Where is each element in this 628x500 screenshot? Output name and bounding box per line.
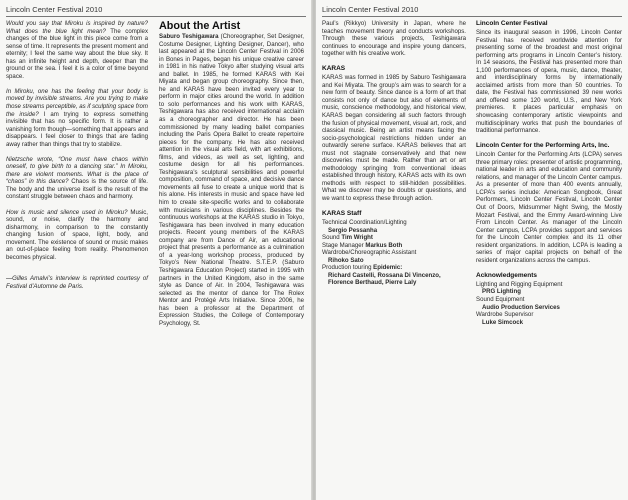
staff-name: Markus Both [365,241,403,249]
interview-paragraph [6,156,148,201]
ack-role: Sound Equipment [476,295,525,303]
lincoln-center-column [476,20,622,326]
acknowledgements-heading: Acknowledgements [476,271,538,279]
about-artist-heading: About the Artist [159,20,241,32]
staff-list [322,219,466,287]
interview-answer: The complex changes of the blue light in this piece come from a sense of time. It represents the present moment and eternity; I feel the same way about the blue sky. It has an infinite height and depth, deeper than the ground or the sea. I feel it is a color of time beyond space. [6,27,148,80]
interview-answer: Chaos is the source of life. The body and the universe itself is the result of the constant struggle between chaos and harmony. [6,178,148,201]
ack-role: Lighting and Rigging Equipment [476,280,563,288]
staff-role: Wardrobe/Choreographic Assistant [322,249,417,257]
artist-bio [159,33,304,327]
staff-name: Tim Wright [341,234,373,242]
interview-paragraph [6,20,148,80]
interview-paragraph [6,209,148,262]
ack-role: Wardrobe Supervisor [476,311,534,319]
staff-name: Rihoko Sato [328,256,364,264]
lcpa-heading: Lincoln Center for the Performing Arts, Inc. [476,142,610,150]
staff-role: Technical Coordination/Lighting [322,219,407,227]
lcf-heading: Lincoln Center Festival [476,20,548,27]
karas-staff-heading: KARAS Staff [322,210,362,218]
interview-question: In Miroku, one has the feeling that your body is moved by invisible streams. Are you trying to make those streams perceptible, as if sculpting space from the inside? [6,87,148,118]
interview-answer: Music, sound, or noise, clarify the harmony and disharmony, in comparison to the constantly changing fusion of space, light, body, and movement. The existence of sound or music makes an out-of-place feeling from reality. Phenomenon becomes physical. [6,208,148,261]
artist-bio-text: (Choreographer, Set Designer, Costume Designer, Lighting Designer, Dancer), who last appeared at the Lincoln Center Festival in 2006 in Bones in Pages, began his unique creative career in 1981 in his native Tokyo after studying visual arts and ballet. In 1985, he formed KARAS with Kei Miyata and began group choreography. Since then, he and KARAS have been invited every year to perform in major cities around the world. In addition to solo performances and his work with KARAS, Teshigawara has also received international acclaim as a choreographer and director. He has been commissioned by many leading ballet companies including the Paris Opera Ballet to create repertoire pieces for the company. He has also received attention in the visual arts field, with art exhibitions, films, and videos, as well as set, lighting, and costume design for all his performances. Teshigawara’s sculptural sensibilities and powerful composition, command of space, and decisive dance movements all fuse to create a unique world that is his alone. His interests in music and space have led him to create site-specific works and to collaborate with musicians in various disciplines. Besides the continuous workshops at the KARAS studio in Tokyo, Teshigawara has been involved in many education projects. Recent young members of the KARAS company are from Dance of Air, an educational project that presents a performance as a culmination of a year-long workshop process, produced by Tokyo’s New National Theatre. S.T.E.P. (Saburo Teshigawara Education Project) started in 1995 with partners in the United Kingdom, also in the same style as Dance of Air. In 2004, Teshigawara was selected as the mentor of dance for The Rolex Mentor and Protégé Arts Initiative. Since 2006, he has been a professor at the Department of Expression Studies, the College of Contemporary Psychology, St. [159,33,304,327]
karas-heading: KARAS [322,65,346,73]
interview-paragraph [6,88,148,148]
interview-credit: —Gilles Amalvi’s interview is reprinted courtesy of Festival d’Automne de Paris. [6,275,148,290]
right-running-head: Lincoln Center Festival 2010 [322,5,419,14]
interview-column [6,20,148,298]
lcpa-text: Lincoln Center for the Performing Arts (LCPA) serves three primary roles: presenter of artistic programming, national leader in arts and education and community relations, and manager of the Lincoln Center campus. As a presenter of more than 400 events annually, LCPA’s series include: American Songbook, Great Performers, Lincoln Center Festival, Lincoln Center Out of Doors, Midsummer Night Swing, the Mostly Mozart Festival, and the Emmy Award-winning Live From Lincoln Center. As manager of the Lincoln Center campus, LCPA provides support and services for the Lincoln Center complex and its 11 other resident organizations. In addition, LCPA is leading a series of major capital projects on behalf of the resident organizations across the campus. [476,151,622,264]
interview-question: How is music and silence used in Miroku? [6,208,128,216]
staff-entry: Sound Tim Wright [322,234,373,242]
bio-continued: Paul’s (Rikkyo) University in Japan, where he teaches movement theory and conducts workshops. Through these various projects, Teshigawara continues to encourage and inspire young dancers, together with his creative work. [322,20,466,58]
ack-name: Luke Simcock [482,318,523,326]
acknowledgements-list [476,281,622,326]
staff-entry: Stage Manager Markus Both [322,241,403,249]
lcf-text: Since its inaugural season in 1996, Lincoln Center Festival has received worldwide attention for presenting some of the broadest and most original performing arts programs in Lincoln Center’s history. In 14 seasons, the Festival has presented more than 1,100 performances of opera, music, dance, theater, and interdisciplinary forms by internationally acclaimed artists from more than 50 countries. To date, the Festival has commissioned 39 new works and offered some 120 world, U.S., and New York premieres. It places particular emphasis on showcasing contemporary artistic viewpoints and multidisciplinary works that push the boundaries of traditional performance. [476,29,622,135]
staff-name: Richard Castelli, Rossana Di Vincenzo, Florence Berthaud, Pierre Laly [328,271,441,287]
interview-question: Would you say that Miroku is inspired by nature? What does the blue light mean? [6,20,148,35]
artist-name: Saburo Teshigawara [159,33,219,40]
ack-name: PRG Lighting [482,288,521,296]
left-running-head: Lincoln Center Festival 2010 [6,5,103,14]
left-page [0,0,312,500]
staff-entry: Production touring Epidemic: [322,264,403,272]
staff-name: Epidemic: [373,264,403,272]
karas-column [322,20,466,287]
interview-answer: I am trying to express something invisible that has no specific form. It is rather a vanishing form though—something that appears and disappears. I feel closer to things that are fading away rather than things that try to stabilize. [6,110,148,148]
karas-text: KARAS was formed in 1985 by Saburo Teshigawara and Kei Miyata. The group’s aim was to search for a new form of beauty. Since dance is a form of art that consists not only of dance but also of elements of music, conscience methodology, and historical view, KARAS began considering all such factors through the fusion of physical movement, visual art, rock, and classical music. Being an artist means facing the socio-psychological restrictions hidden under an outwardly serene surface. KARAS believes that art must not stagnate conservatively and that new discoveries must be made. Rather than art or art methodology springing from conventional ideas established through history, KARAS acts with its own methods with respect to still-hidden possibilities. What we discover may be doubts or questions, and we want to express these through action. [322,74,466,202]
left-header-rule [6,16,306,17]
interview-question: Nietzsche wrote, “One must have chaos within oneself, to give birth to a dancing star.” In Miroku, there are violent moments. What is the place of “chaos” in this dance? [6,155,148,186]
about-artist-column [159,20,304,335]
ack-name: Audio Production Services [482,303,560,311]
staff-name: Sergio Pessanha [328,226,378,234]
right-header-rule [322,16,622,17]
